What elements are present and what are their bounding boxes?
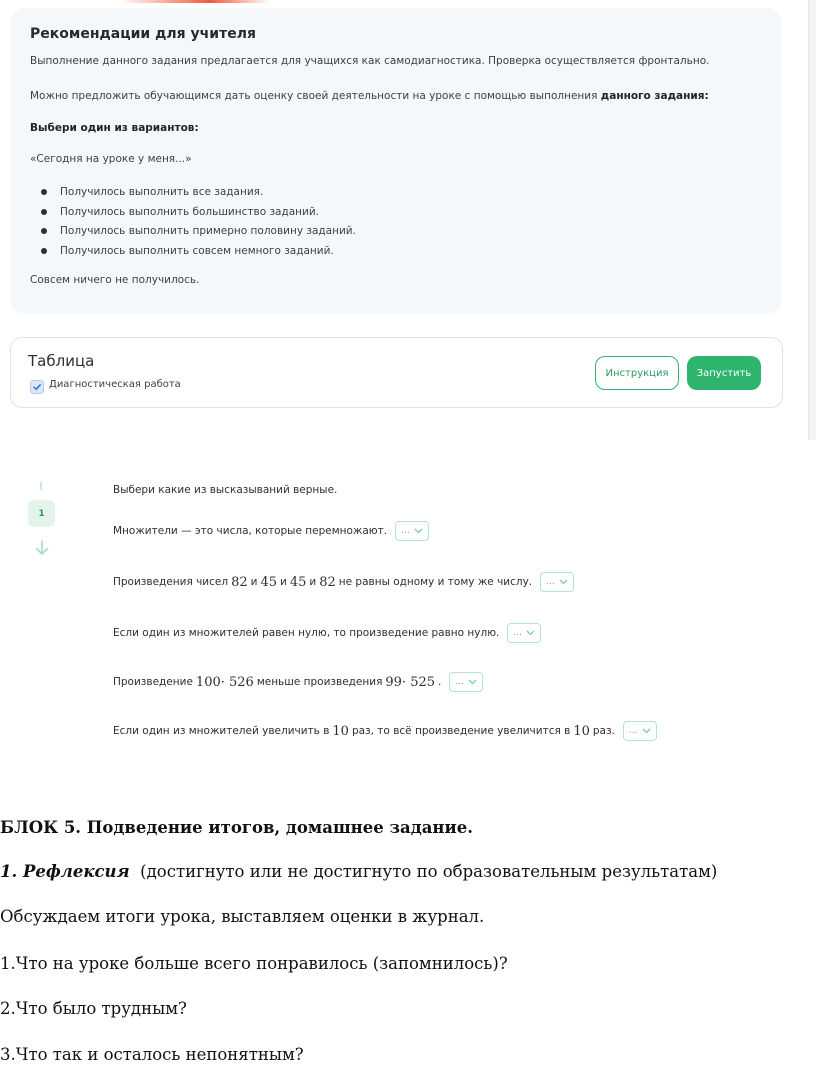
statement-text: раз. — [592, 725, 615, 737]
answer-dropdown[interactable] — [449, 672, 483, 692]
chevron-down-icon — [559, 579, 568, 585]
math-number: 45 — [289, 574, 307, 590]
statement-text: раз, то всё произведение увеличится в — [351, 725, 571, 737]
teacher-recommendations-panel — [11, 8, 781, 314]
statement-2 — [113, 572, 574, 592]
question-2: 2.Что было трудным? — [0, 999, 187, 1018]
instruction-button[interactable]: Инструкция — [595, 356, 679, 390]
statement-5 — [113, 721, 657, 741]
question-1: 1.Что на уроке больше всего понравилось (запомнилось)? — [0, 954, 508, 973]
math-number: 45 — [260, 574, 277, 590]
math-number: 10 — [573, 723, 590, 739]
top-accent-line — [120, 0, 270, 3]
list-item — [30, 185, 356, 205]
statement-text: Произведения чисел — [113, 576, 229, 588]
statement-text: . — [438, 676, 442, 688]
dropdown-placeholder: ... — [628, 726, 638, 736]
chevron-down-icon — [526, 630, 535, 636]
paragraph-2-bold: данного задания: — [600, 90, 709, 102]
recommendations-paragraph-2 — [30, 90, 709, 102]
diagnostic-checkbox[interactable] — [30, 380, 44, 394]
arrow-down-icon[interactable] — [34, 539, 50, 557]
bullet-icon — [41, 189, 47, 195]
answer-dropdown[interactable] — [623, 721, 657, 741]
statement-4 — [113, 672, 483, 692]
statement-text: Произведение — [113, 676, 193, 688]
paragraph-2-text: Можно предложить обучающимся дать оценку своей деятельности на уроке с помощью выполнения — [30, 90, 601, 102]
check-icon — [32, 382, 42, 392]
task-number-button[interactable]: 1 — [28, 500, 55, 527]
statement-text: меньше произведения — [256, 676, 383, 688]
recommendations-last-line: Совсем ничего не получилось. — [30, 274, 200, 286]
answer-dropdown[interactable] — [507, 623, 541, 643]
dropdown-placeholder: ... — [513, 628, 522, 638]
reflection-note: (достигнуто или не достигнуто по образовательным результатам) — [140, 862, 718, 881]
statement-text: и — [250, 576, 258, 588]
math-number: 82 — [231, 574, 248, 590]
list-item — [30, 224, 356, 244]
card-title: Таблица — [28, 352, 95, 370]
task-question: Выбери какие из высказываний верные. — [113, 484, 338, 496]
statement-text: Если один из множителей увеличить в — [113, 725, 330, 737]
bullet-icon — [41, 209, 47, 215]
scrollbar[interactable] — [808, 0, 816, 440]
statement-text: и — [309, 576, 317, 588]
reflection-line — [0, 862, 717, 881]
statement-text: и — [280, 576, 287, 588]
table-activity-card — [10, 337, 783, 408]
chevron-down-icon — [642, 728, 651, 734]
math-number: 10 — [332, 723, 349, 739]
math-expression: 100· 526 — [195, 674, 254, 690]
chevron-down-icon — [414, 528, 423, 534]
question-3: 3.Что так и осталось непонятным? — [0, 1045, 304, 1064]
nav-up-indicator — [40, 482, 42, 490]
statement-text: Множители — это числа, которые перемножают. — [113, 525, 388, 537]
answer-dropdown[interactable] — [540, 572, 574, 592]
choose-variant-label: Выбери один из вариантов: — [30, 122, 199, 134]
bullet-icon — [41, 248, 47, 254]
statement-1 — [113, 521, 429, 541]
list-item — [30, 244, 356, 264]
list-item-text: Получилось выполнить большинство заданий. — [60, 205, 320, 218]
quote-text: «Сегодня на уроке у меня...» — [30, 153, 192, 165]
recommendations-title: Рекомендации для учителя — [30, 26, 256, 42]
run-button[interactable]: Запустить — [687, 356, 761, 390]
statement-text: Если один из множителей равен нулю, то произведение равно нулю. — [113, 627, 500, 639]
statement-text: не равны одному и тому же числу. — [338, 576, 533, 588]
dropdown-placeholder: ... — [546, 577, 555, 587]
list-item-text: Получилось выполнить совсем немного заданий. — [60, 244, 334, 257]
chevron-down-icon — [468, 679, 477, 685]
block-heading: БЛОК 5. Подведение итогов, домашнее задание. — [0, 818, 473, 837]
list-item-text: Получилось выполнить примерно половину заданий. — [60, 225, 356, 237]
statement-3 — [113, 623, 541, 643]
answer-dropdown[interactable] — [395, 521, 429, 541]
options-list — [30, 185, 356, 263]
math-expression: 99· 525 — [385, 674, 436, 690]
list-item-text: Получилось выполнить все задания. — [60, 186, 264, 198]
recommendations-paragraph-1: Выполнение данного задания предлагается для учащихся как самодиагностика. Проверка осуществляется фронтально. — [30, 55, 710, 67]
list-item — [30, 205, 356, 225]
reflection-title: 1. Рефлексия — [0, 862, 130, 881]
dropdown-placeholder: ... — [401, 526, 410, 536]
dropdown-placeholder: ... — [455, 677, 464, 687]
discuss-line: Обсуждаем итоги урока, выставляем оценки в журнал. — [0, 907, 485, 926]
bullet-icon — [41, 228, 47, 234]
diagnostic-checkbox-label: Диагностическая работа — [49, 379, 181, 390]
math-number: 82 — [319, 574, 336, 590]
